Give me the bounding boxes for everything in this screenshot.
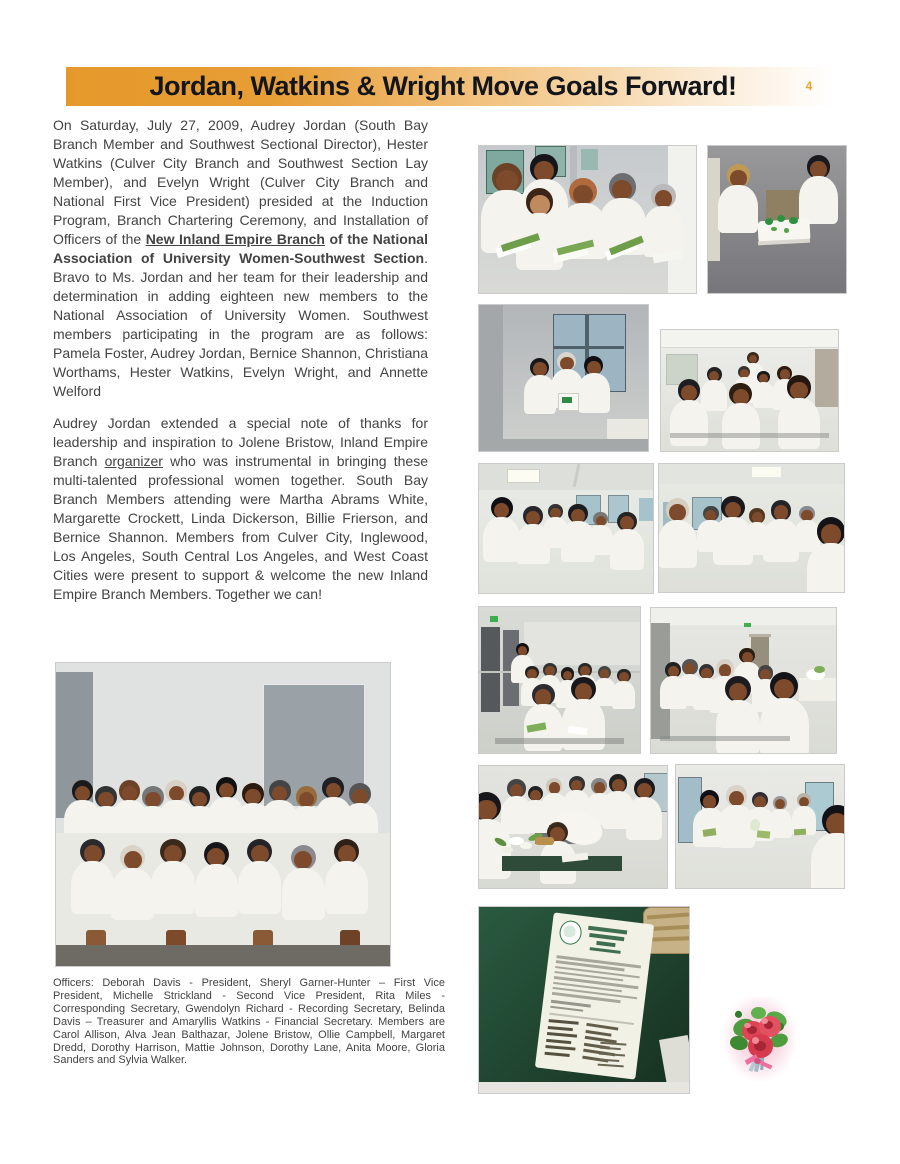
photo-shape — [495, 738, 624, 744]
photo-shape — [826, 813, 845, 835]
photo-shape — [510, 784, 523, 797]
text-segment: On Saturday, July 27, 2009, Audrey Jordan (South Bay Branch Member and Southwest Sectional Director), Hester Watkins (Culver City Branch and Southwest Section Lay Member), and Evelyn Wright (Culver City Branch and National First Vice President) presided at the Induction Program, Branch Chartering Ceremony, and Installation of Officers of the — [53, 117, 428, 247]
photo-seated-members — [660, 329, 839, 452]
text-segment: organizer — [104, 453, 163, 469]
photo-shape — [299, 792, 314, 807]
photo-shape — [799, 176, 839, 224]
photo-shape — [282, 868, 325, 920]
photo-shape — [821, 524, 841, 544]
photo-shape — [598, 1064, 624, 1068]
photo-shape — [520, 842, 531, 849]
photo-shape — [549, 1020, 579, 1025]
photo-shape — [594, 782, 605, 793]
photo-shape — [752, 467, 782, 477]
photo-shape — [660, 736, 790, 742]
photo-shape — [590, 934, 624, 942]
photo-shape — [56, 945, 390, 966]
photo-shape — [219, 783, 234, 798]
photo-shape — [496, 170, 518, 192]
photo-shape — [479, 439, 648, 451]
photo-shape — [490, 616, 498, 622]
photo-shape — [195, 864, 238, 916]
photo-shape — [597, 941, 615, 947]
photo-shape — [733, 389, 749, 405]
photo-shape — [530, 195, 550, 215]
photo-shape — [670, 400, 708, 446]
photo-shape — [587, 1023, 619, 1031]
text-segment: . Bravo to Ms. Jordan and her team for their leadership and determination in adding eighteen new members to the National Association of University Women. Southwest members participating in the program are as follows: Pamela Foster, Audrey Jordan, Bernice Shannon, Christiana Worthams, Hester Watkins, Evelyn Wright, and Annette Welford — [53, 250, 428, 399]
photo-shape — [479, 305, 503, 451]
photo-shape — [807, 543, 845, 593]
photo-shape — [535, 689, 551, 705]
photo-shape — [661, 347, 838, 348]
photo-shape — [669, 504, 686, 521]
photo-shape — [164, 845, 182, 863]
photo-shape — [599, 1058, 621, 1062]
photo-shape — [535, 913, 654, 1080]
photo-audience-doors — [478, 606, 641, 754]
photo-standing-line — [478, 463, 654, 594]
photo-shape — [325, 861, 368, 913]
photo-shape — [670, 433, 829, 438]
photo-shape — [251, 845, 269, 863]
photo-shape — [294, 851, 312, 869]
photo-shape — [590, 947, 620, 954]
photo-shape — [744, 623, 751, 627]
roses-clipart — [723, 997, 797, 1082]
photo-shape — [637, 783, 652, 798]
article-paragraph-1 — [53, 116, 428, 401]
photo-shape — [607, 419, 648, 439]
photo-shape — [338, 845, 356, 863]
photo-shape — [655, 190, 672, 207]
photo-shape — [811, 833, 845, 889]
photo-shape — [760, 698, 809, 754]
photo-shape — [581, 149, 598, 170]
text-segment: who was instrumental in bringing these multi-talented professional women together. South Bay Branch Members attending were Martha Abrams White, Margarette Crockett, Linda Dickerson, Billie Frierson, and Bernice Shannon. Members from Culver City, Inglewood, Los Angeles, South Central Los Angeles, and West Coast Cities were present to support & welcome the new Inland Empire Branch Members. Together we can! — [53, 453, 428, 602]
text-segment: Audrey Jordan extended a special note of thanks for leadership and inspiration to Jolene Bristow, Inland Empire Branch — [53, 415, 428, 469]
photo-shape — [483, 517, 521, 562]
photo-shape — [549, 782, 560, 793]
photo-shape — [571, 509, 585, 523]
photo-shape — [245, 789, 260, 804]
photo-shape — [507, 469, 540, 483]
photo-shape — [326, 783, 341, 798]
photo-shape — [661, 330, 838, 347]
article-paragraph-2 — [53, 414, 428, 604]
photo-standing-group — [658, 463, 845, 593]
photo-shape — [547, 1033, 577, 1038]
photo-shape — [799, 678, 836, 701]
photo-shape — [481, 627, 500, 712]
photo-group-portrait — [55, 662, 391, 967]
photo-shape — [71, 861, 114, 913]
title-banner — [66, 67, 866, 106]
photo-shape — [754, 1058, 761, 1064]
photo-shape — [784, 228, 790, 232]
photo-audience-room — [650, 607, 837, 754]
photo-shape — [122, 786, 137, 801]
photo-shape — [111, 868, 154, 920]
photo-shape — [502, 847, 513, 853]
photo-shape — [545, 1046, 575, 1051]
photo-shape — [151, 861, 194, 913]
photo-shape — [599, 1053, 625, 1057]
photo-shape — [238, 861, 281, 913]
photo-shape — [701, 380, 726, 411]
photo-shape — [612, 180, 632, 200]
photo-shape — [790, 382, 808, 400]
photo-certificate-presentation — [478, 304, 649, 452]
photo-shape — [752, 1037, 759, 1044]
photo-shape — [734, 1009, 744, 1019]
page-title: Jordan, Watkins & Wright Move Goals Forward! — [149, 71, 737, 101]
photo-shape — [612, 681, 635, 709]
photo-shape — [524, 622, 640, 666]
photo-shape — [546, 1039, 571, 1044]
photo-shape — [793, 829, 805, 836]
photo-shape — [716, 700, 760, 754]
article-body — [53, 116, 428, 617]
photo-shape — [578, 373, 610, 412]
photo-shape — [730, 170, 747, 187]
photo-shape — [479, 464, 653, 490]
photo-shape — [753, 382, 774, 408]
photo-shape — [534, 161, 554, 181]
page-number: 4 — [805, 79, 813, 93]
photo-shape — [778, 398, 820, 449]
photo-shape — [545, 1052, 570, 1057]
photo-shape — [98, 792, 113, 807]
photo-shape — [479, 671, 640, 673]
photo-shape — [658, 520, 697, 568]
photo-shape — [535, 837, 554, 846]
photo-shape — [479, 1082, 689, 1093]
text-segment: Officers: Deborah Davis - President, Sheryl Garner-Hunter – First Vice President, Michelle Strickland - Second Vice President, Rita Miles - Corresponding Secretary, Gwendolyn Richard - Recording Secretary, Belinda Davis – Treasurer and Amaryllis Watkins - Financial Secretary. Members are Carol Allison, Alva Jean Balthazar, Jolene Bristow, Ollie Campbell, Margaret Dredd, Dorothy Harrison, Mattie Johnson, Dorothy Lane, Anita Moore, Gloria Sanders and Sylvia Walker. — [53, 977, 445, 1067]
photo-shape — [352, 789, 367, 804]
photo-shape — [722, 403, 760, 449]
photo-charter-signing — [478, 765, 668, 889]
photo-shape — [533, 362, 547, 376]
photo-shape — [610, 529, 643, 569]
photo-charter-document — [478, 906, 690, 1094]
photo-shape — [639, 498, 653, 521]
photo-singing-programs — [478, 145, 697, 294]
photo-shape — [810, 161, 827, 178]
photo-welcome-cake — [707, 145, 847, 294]
officers-caption — [53, 977, 445, 1067]
photo-shape — [573, 185, 593, 205]
text-segment: New Inland Empire Branch — [145, 231, 325, 247]
photo-reading-booklets — [675, 764, 845, 889]
text-segment: of the National Association of University Women-Southwest Section — [53, 231, 428, 266]
photo-shape — [553, 346, 624, 349]
photo-shape — [719, 664, 732, 677]
photo-shape — [84, 845, 102, 863]
photo-shape — [145, 792, 160, 807]
photo-shape — [548, 1026, 573, 1031]
photo-shape — [718, 185, 758, 233]
photo-shape — [124, 851, 142, 869]
photo-shape — [815, 349, 838, 407]
photo-shape — [550, 1006, 583, 1012]
photo-shape — [729, 791, 744, 806]
photo-shape — [626, 797, 662, 841]
photo-shape — [789, 217, 797, 224]
photo-shape — [703, 795, 716, 808]
photo-shape — [575, 683, 593, 701]
photo-shape — [169, 786, 184, 801]
photo-shape — [562, 397, 572, 403]
photo-shape — [768, 809, 792, 838]
